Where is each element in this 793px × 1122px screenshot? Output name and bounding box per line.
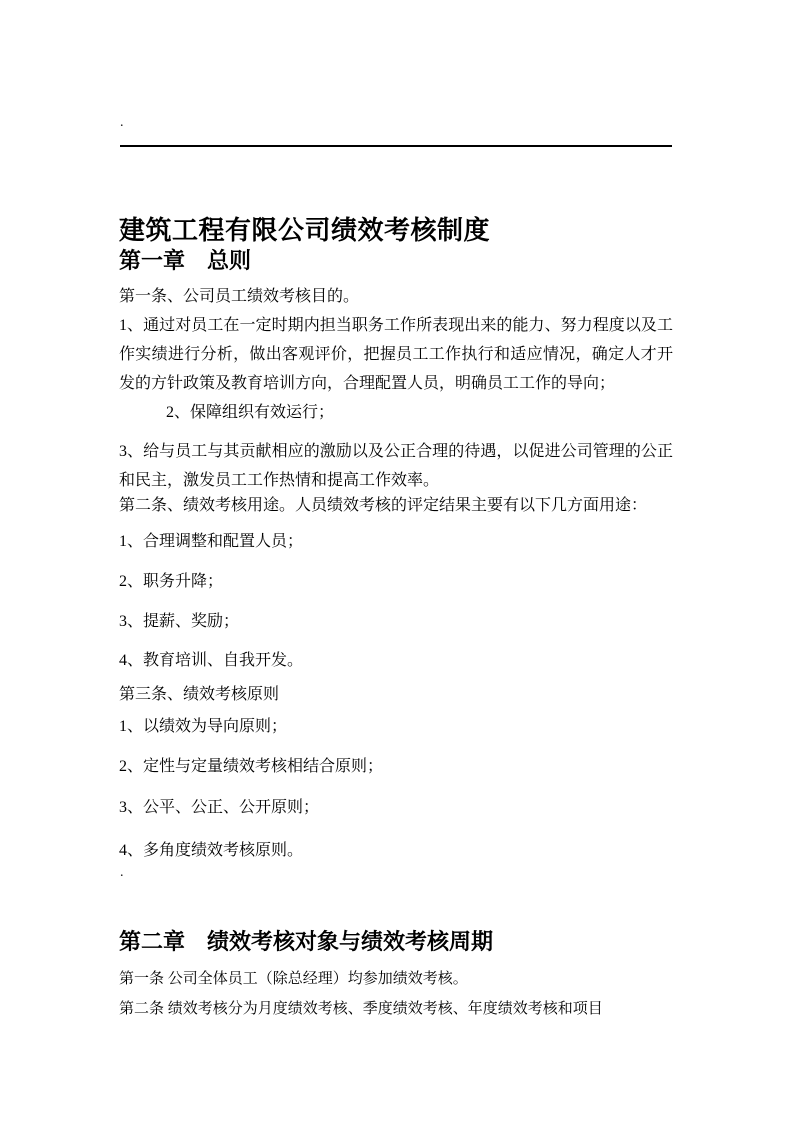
chapter-2-clause-2: 第二条 绩效考核分为月度绩效考核、季度绩效考核、年度绩效考核和项目 bbox=[119, 1001, 603, 1017]
clause-1-purpose: 第一条、公司员工绩效考核目的。 bbox=[119, 288, 360, 305]
clause-2-item-2: 2、职务升降； bbox=[119, 573, 224, 590]
chapter-2-clause-1: 第一条 公司全体员工（除总经理）均参加绩效考核。 bbox=[119, 971, 468, 987]
header-stray-period: . bbox=[120, 115, 124, 130]
clause-2-item-3: 3、提薪、奖励； bbox=[119, 613, 240, 630]
clause-1-item-1: 1、通过对员工在一定时期内担当职务工作所表现出来的能力、努力程度以及工作实绩进行分析，做出客观评价，把握员工工作执行和适应情况，确定人才开发的方针政策及教育培训方向，合理配置人员，明确员工工作的导向； bbox=[119, 317, 673, 392]
chapter-1-heading: 第一章 总则 bbox=[119, 248, 252, 273]
clause-3-item-3: 3、公平、公正、公开原则； bbox=[119, 799, 320, 816]
header-rule-line bbox=[120, 145, 672, 147]
clause-2-uses: 第二条、绩效考核用途。人员绩效考核的评定结果主要有以下几方面用途： bbox=[119, 497, 648, 514]
clause-2-item-4: 4、教育培训、自我开发。 bbox=[119, 652, 304, 669]
chapter-2-heading: 第二章 绩效考核对象与绩效考核周期 bbox=[119, 929, 494, 954]
clause-3-item-4: 4、多角度绩效考核原则。 bbox=[119, 842, 304, 859]
clause-1-item-3: 3、给与员工与其贡献相应的激励以及公正合理的待遇，以促进公司管理的公正和民主，激发员工工作热情和提高工作效率。 bbox=[119, 443, 673, 489]
document-title: 建筑工程有限公司绩效考核制度 bbox=[119, 216, 491, 246]
clause-3-item-1: 1、以绩效为导向原则； bbox=[119, 718, 288, 735]
clause-1-item-2: 2、保障组织有效运行； bbox=[166, 404, 335, 421]
clause-3-principles: 第三条、绩效考核原则 bbox=[119, 686, 280, 703]
clause-2-item-1: 1、合理调整和配置人员； bbox=[119, 533, 304, 550]
clause-3-item-2: 2、定性与定量绩效考核相结合原则； bbox=[119, 758, 384, 775]
chapter-1-section bbox=[119, 246, 673, 865]
mid-stray-period: . bbox=[120, 865, 124, 880]
chapter-2-section bbox=[119, 926, 679, 1024]
